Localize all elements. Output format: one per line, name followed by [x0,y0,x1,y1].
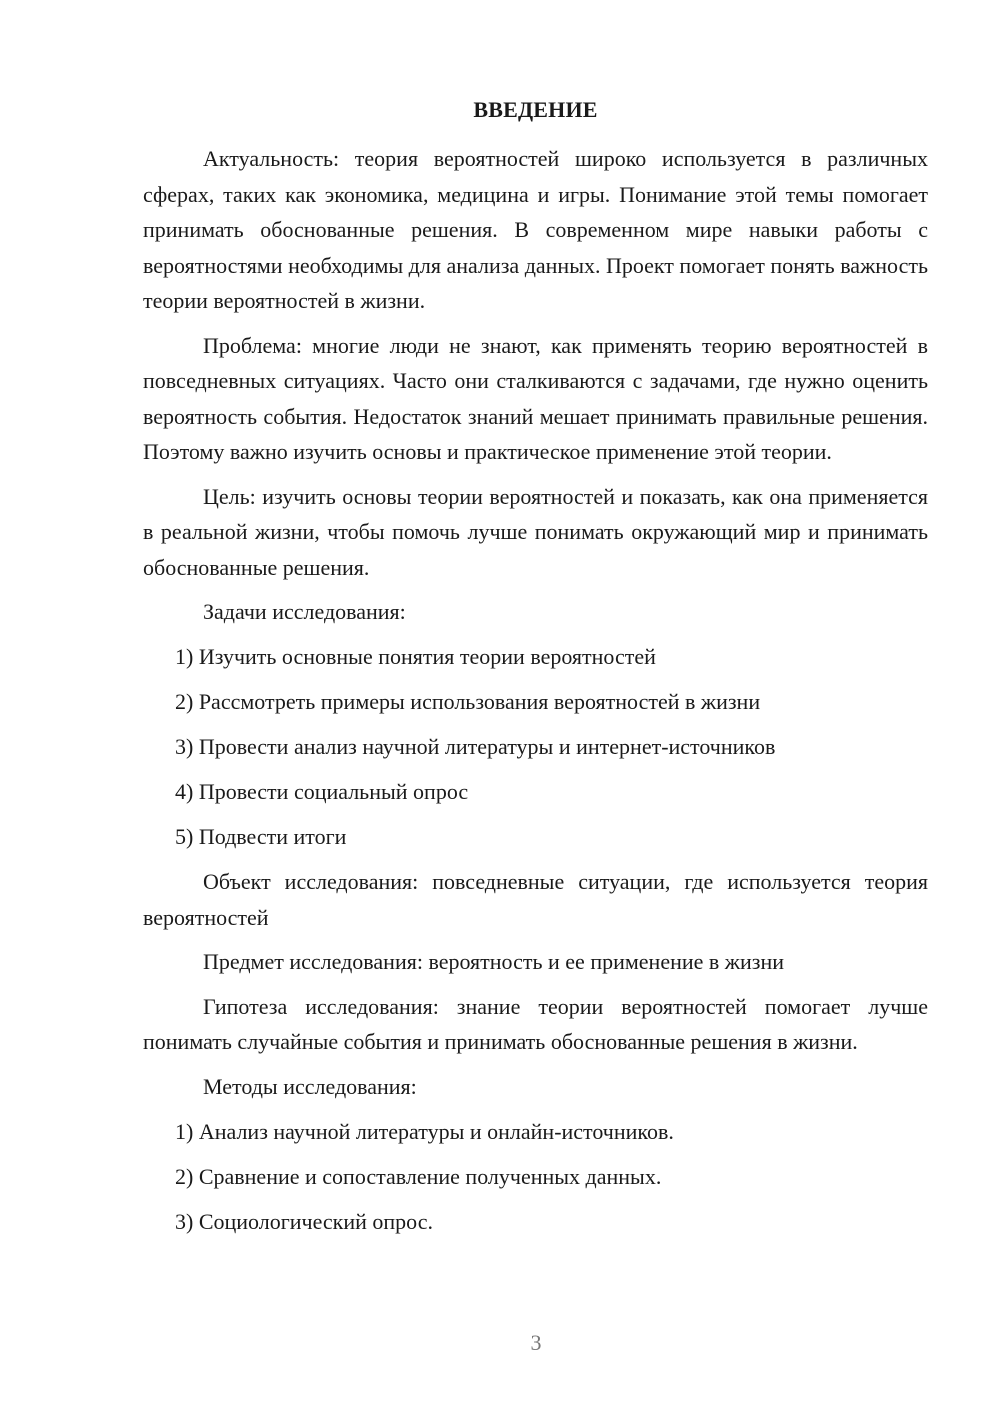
section-title: ВВЕДЕНИЕ [473,97,598,122]
methods-list [143,1114,928,1239]
task-item: 1) Изучить основные понятия теории вероятностей [175,644,656,669]
methods-heading: Методы исследования: [203,1073,417,1099]
subject-paragraph: Предмет исследования: вероятность и ее применение в жизни [203,949,785,974]
page-number: 3 [530,1330,542,1355]
task-item: 2) Рассмотреть примеры использования вероятностей в жизни [175,689,761,714]
problem-paragraph: Проблема: многие люди не знают, как применять теорию вероятностей в повседневных ситуациях. Часто они сталкиваются с задачами, где нужно оценить вероятность события. Недостаток знаний мешает принимать правильные решения. Поэтому важно изучить основы и практическое применение этой теории. [143,332,928,464]
object-paragraph: Объект исследования: повседневные ситуации, где используется теория вероятностей [143,869,928,930]
tasks-heading: Задачи исследования: [203,599,406,624]
task-item: 3) Провести анализ научной литературы и интернет-источников [175,734,776,759]
tasks-list [143,639,928,854]
task-item: 5) Подвести итоги [175,824,347,849]
relevance-paragraph: Актуальность: теория вероятностей широко используется в различных сферах, таких как экономика, медицина и игры. Понимание этой темы помогает принимать обоснованные решения. В современном мире навыки работы с вероятностями необходимы для анализа данных. Проект помогает понять важность теории вероятностей в жизни. [143,146,928,313]
method-item: 1) Анализ научной литературы и онлайн-источников. [175,1118,674,1144]
method-item: 2) Сравнение и сопоставление полученных данных. [175,1163,662,1189]
task-item: 4) Провести социальный опрос [175,779,469,804]
hypothesis-paragraph: Гипотеза исследования: знание теории вероятностей помогает лучше понимать случайные события и принимать обоснованные решения в жизни. [143,993,928,1054]
goal-paragraph: Цель: изучить основы теории вероятностей и показать, как она применяется в реальной жизни, чтобы помочь лучше понимать окружающий мир и принимать обоснованные решения. [143,483,928,580]
method-item: 3) Социологический опрос. [175,1208,433,1234]
document-page [143,92,928,1249]
